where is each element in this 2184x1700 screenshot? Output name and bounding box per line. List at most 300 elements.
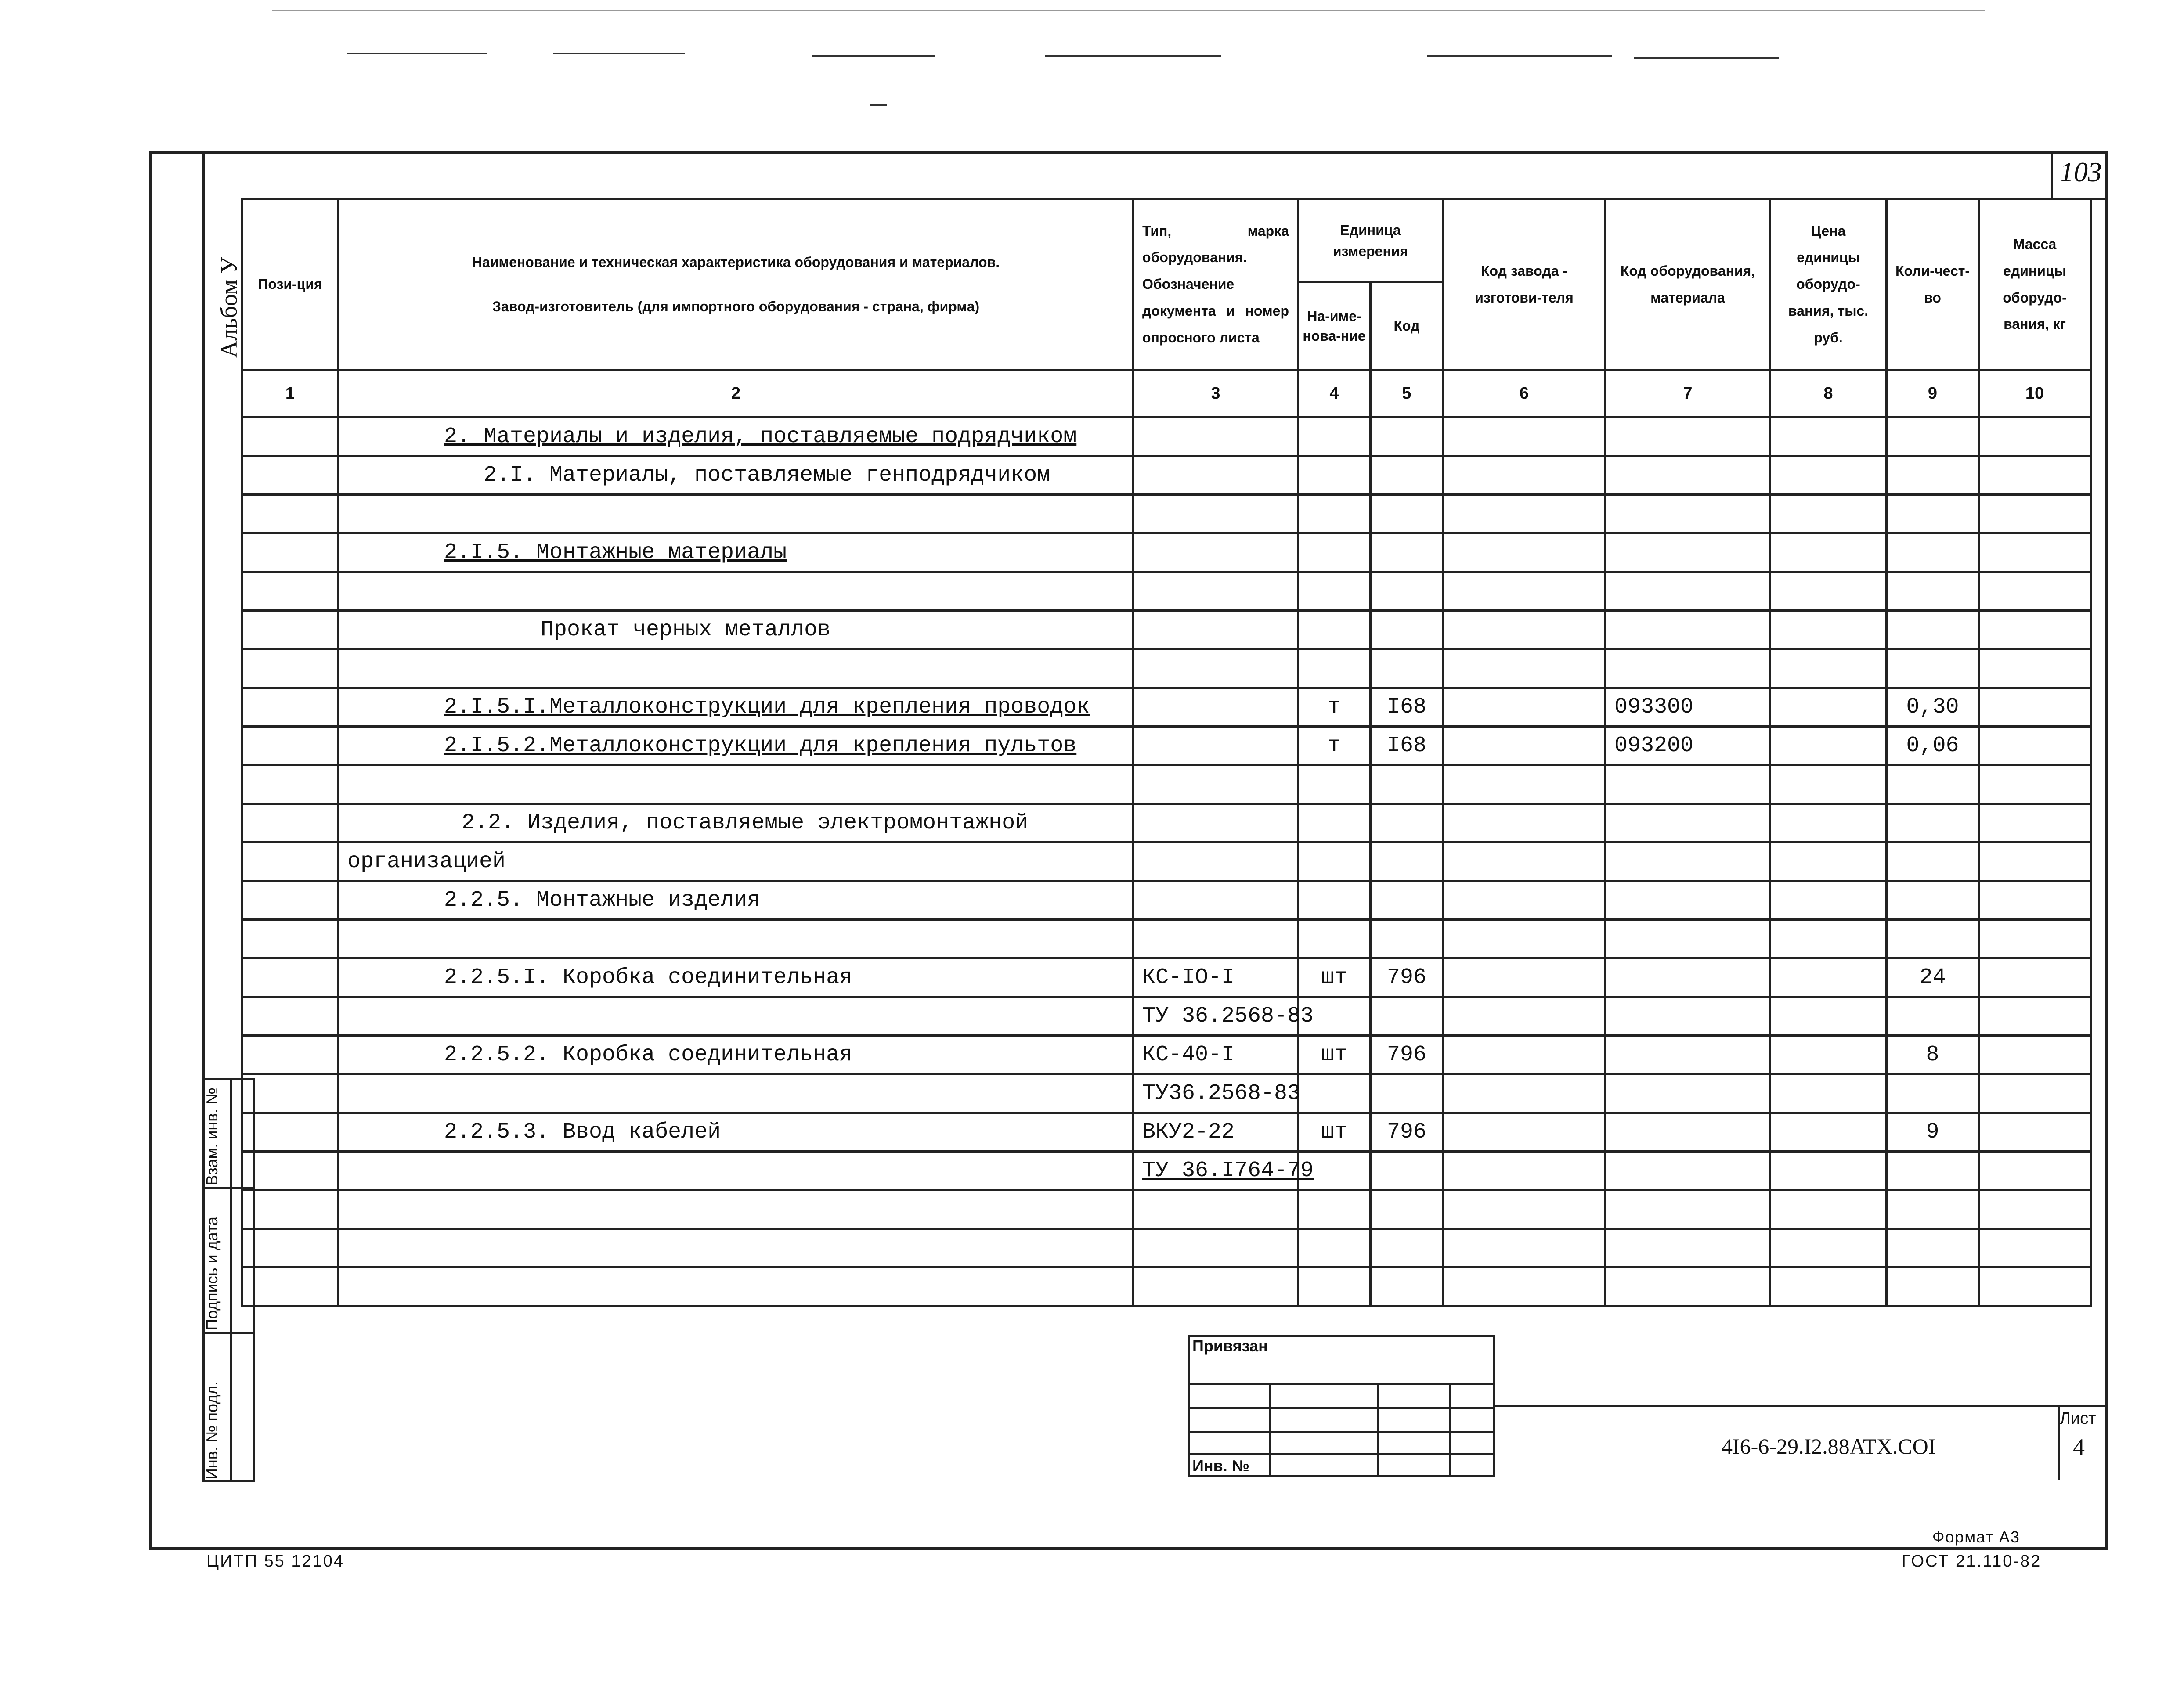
- cell-name: [339, 881, 1134, 920]
- cell-mass: [1979, 1036, 2091, 1074]
- cell-factory-code: [1443, 920, 1606, 958]
- cell-unit-name: [1298, 1229, 1371, 1268]
- cell-unit-name: [1298, 920, 1371, 958]
- cell-mass: [1979, 1190, 2091, 1229]
- cell-name: [339, 456, 1134, 495]
- cell-name: [339, 843, 1134, 881]
- cell-price: [1770, 765, 1887, 804]
- scan-mark: [1427, 55, 1612, 57]
- cell-type-text: ТУ 36.2568-83: [1142, 1004, 1314, 1029]
- cell-unit-code: [1371, 765, 1443, 804]
- cell-type-text: ТУ36.2568-83: [1142, 1081, 1301, 1106]
- cell-price: [1770, 958, 1887, 997]
- cell-position: [242, 688, 339, 727]
- cell-position: [242, 997, 339, 1036]
- cell-mass: [1979, 495, 2091, 533]
- cell-type: [1134, 611, 1298, 649]
- table-row: [242, 495, 2091, 533]
- cell-type: [1134, 456, 1298, 495]
- header-factory-code: Код завода - изготови-теля: [1443, 199, 1606, 370]
- cell-material-code: [1606, 611, 1770, 649]
- cell-type: [1134, 997, 1314, 1036]
- cell-material-code-text: 093200: [1614, 733, 1694, 758]
- cell-unit-name: [1298, 843, 1371, 881]
- cell-position: [242, 920, 339, 958]
- column-numbers-row: [242, 370, 2091, 418]
- cell-factory-code: [1443, 611, 1606, 649]
- cell-unit-name: [1298, 765, 1371, 804]
- document-code: 4I6-6-29.I2.88ATX.COI: [1722, 1434, 1936, 1459]
- cell-material-code: [1606, 456, 1770, 495]
- table-row: [242, 1268, 2091, 1306]
- cell-type: [1134, 1152, 1314, 1190]
- cell-unit-code: [1371, 1152, 1443, 1190]
- cell-unit-code: [1371, 997, 1443, 1036]
- stamp-vertical-divider: [230, 1080, 232, 1480]
- cell-type: [1134, 881, 1298, 920]
- cell-quantity: [1887, 881, 1979, 920]
- cell-price: [1770, 881, 1887, 920]
- cell-quantity: [1887, 727, 1979, 765]
- cell-position: [242, 456, 339, 495]
- cell-factory-code: [1443, 456, 1606, 495]
- cell-unit-name: [1298, 804, 1371, 843]
- header-quantity: Коли-чест-во: [1887, 199, 1979, 370]
- binding-inv-label: Инв. №: [1192, 1457, 1249, 1475]
- cell-name-text: организацией: [347, 849, 506, 874]
- cell-unit-name: [1298, 881, 1371, 920]
- cell-mass: [1979, 533, 2091, 572]
- table-row: [242, 958, 2091, 997]
- cell-unit-code: [1371, 495, 1443, 533]
- cell-factory-code: [1443, 1268, 1606, 1306]
- cell-price: [1770, 1074, 1887, 1113]
- cell-factory-code: [1443, 727, 1606, 765]
- header-name: [339, 199, 1134, 370]
- scan-mark: [553, 53, 685, 54]
- cell-factory-code: [1443, 572, 1606, 611]
- cell-mass: [1979, 688, 2091, 727]
- cell-quantity: [1887, 1113, 1979, 1152]
- cell-factory-code: [1443, 495, 1606, 533]
- cell-name-text: 2.2.5.2. Коробка соединительная: [444, 1042, 853, 1067]
- cell-quantity: [1887, 533, 1979, 572]
- cell-name: [339, 611, 1134, 649]
- cell-factory-code: [1443, 843, 1606, 881]
- cell-material-code: [1606, 1036, 1770, 1074]
- cell-material-code-text: 093300: [1614, 695, 1694, 720]
- cell-material-code: [1606, 495, 1770, 533]
- binding-vline: [1449, 1383, 1451, 1475]
- cell-name: [339, 1152, 1134, 1190]
- cell-name-text: 2.2.5. Монтажные изделия: [444, 888, 761, 913]
- cell-material-code: [1606, 1229, 1770, 1268]
- cell-material-code: [1606, 688, 1770, 727]
- cell-material-code: [1606, 533, 1770, 572]
- cell-quantity-text: 0,06: [1906, 733, 1959, 758]
- cell-position: [242, 1152, 339, 1190]
- cell-mass: [1979, 1152, 2091, 1190]
- cell-unit-name-text: шт: [1321, 1120, 1347, 1145]
- cell-type: [1134, 572, 1298, 611]
- cell-type: [1134, 727, 1298, 765]
- col-num: 2: [339, 370, 1134, 418]
- cell-type-text: КС-IO-I: [1142, 965, 1235, 990]
- col-num: 1: [242, 370, 339, 418]
- cell-quantity: [1887, 572, 1979, 611]
- cell-type: [1134, 533, 1298, 572]
- cell-material-code: [1606, 572, 1770, 611]
- binding-line: [1190, 1453, 1493, 1455]
- header-material-code: Код оборудования, материала: [1606, 199, 1770, 370]
- cell-position: [242, 843, 339, 881]
- cell-mass: [1979, 456, 2091, 495]
- cell-unit-code: [1371, 456, 1443, 495]
- cell-unit-name: [1298, 1113, 1371, 1152]
- table-row: [242, 649, 2091, 688]
- cell-name-text: 2.I.5.2.Металлоконструкции для крепления пультов: [444, 733, 1077, 758]
- cell-type: [1134, 1190, 1298, 1229]
- cell-name-text: 2.2.5.3. Ввод кабелей: [444, 1120, 721, 1145]
- cell-quantity: [1887, 1152, 1979, 1190]
- col-num: 5: [1371, 370, 1443, 418]
- cell-factory-code: [1443, 1229, 1606, 1268]
- cell-position: [242, 495, 339, 533]
- cell-quantity: [1887, 958, 1979, 997]
- cell-price: [1770, 804, 1887, 843]
- cell-mass: [1979, 1074, 2091, 1113]
- cell-position: [242, 1229, 339, 1268]
- cell-type: [1134, 1074, 1301, 1113]
- col-num: 3: [1134, 370, 1298, 418]
- cell-position: [242, 1190, 339, 1229]
- table-row: [242, 611, 2091, 649]
- cell-quantity: [1887, 456, 1979, 495]
- cell-type: [1134, 688, 1298, 727]
- cell-mass: [1979, 1229, 2091, 1268]
- cell-quantity: [1887, 1036, 1979, 1074]
- cell-material-code: [1606, 843, 1770, 881]
- cell-unit-name: [1298, 688, 1371, 727]
- cell-unit-code: [1371, 1074, 1443, 1113]
- scan-mark: [1045, 55, 1221, 57]
- binding-vline: [1377, 1383, 1379, 1475]
- cell-type: [1134, 958, 1298, 997]
- cell-unit-code: [1371, 572, 1443, 611]
- col-num: 4: [1298, 370, 1371, 418]
- cell-mass: [1979, 920, 2091, 958]
- cell-unit-name: [1298, 958, 1371, 997]
- cell-mass: [1979, 1268, 2091, 1306]
- table-row: [242, 1036, 2091, 1074]
- cell-unit-name-text: шт: [1321, 965, 1347, 990]
- cell-mass: [1979, 958, 2091, 997]
- stamp-podpis-data: Подпись и дата: [203, 1217, 221, 1330]
- cell-mass: [1979, 765, 2091, 804]
- table-row: [242, 920, 2091, 958]
- cell-material-code: [1606, 920, 1770, 958]
- title-block-line: [1495, 1405, 2058, 1407]
- cell-type: [1134, 1268, 1298, 1306]
- cell-material-code: [1606, 997, 1770, 1036]
- table-row: [242, 456, 2091, 495]
- cell-position: [242, 1268, 339, 1306]
- cell-unit-code-text: 796: [1386, 1120, 1426, 1145]
- header-unit-code: Код: [1371, 282, 1443, 370]
- table-row: [242, 881, 2091, 920]
- cell-price: [1770, 688, 1887, 727]
- table-row: [242, 533, 2091, 572]
- cell-name: [339, 1074, 1134, 1113]
- table-row: [242, 688, 2091, 727]
- cell-unit-code: [1371, 804, 1443, 843]
- cell-price: [1770, 572, 1887, 611]
- cell-quantity: [1887, 1074, 1979, 1113]
- cell-position: [242, 649, 339, 688]
- cell-name-text: 2. Материалы и изделия, поставляемые подрядчиком: [444, 424, 1077, 449]
- cell-unit-name: [1298, 572, 1371, 611]
- cell-factory-code: [1443, 649, 1606, 688]
- cell-unit-code: [1371, 649, 1443, 688]
- cell-name: [339, 804, 1134, 843]
- col-num: 7: [1606, 370, 1770, 418]
- cell-type: [1134, 418, 1298, 456]
- cell-mass: [1979, 418, 2091, 456]
- stamp-divider: [204, 1332, 253, 1334]
- cell-unit-code: [1371, 418, 1443, 456]
- table-row: [242, 1113, 2091, 1152]
- cell-factory-code: [1443, 1113, 1606, 1152]
- cell-price: [1770, 843, 1887, 881]
- cell-material-code: [1606, 1152, 1770, 1190]
- cell-mass: [1979, 843, 2091, 881]
- cell-material-code: [1606, 649, 1770, 688]
- cell-quantity-text: 9: [1926, 1120, 1939, 1145]
- cell-name: [339, 1036, 1134, 1074]
- cell-unit-name: [1298, 533, 1371, 572]
- header-name-line1: Наименование и техническая характеристика оборудования и материалов.: [472, 254, 1000, 270]
- cell-mass: [1979, 649, 2091, 688]
- cell-name: [339, 572, 1134, 611]
- binding-label: Привязан: [1192, 1337, 1268, 1355]
- cell-mass: [1979, 881, 2091, 920]
- specification-body: [242, 418, 2091, 1306]
- cell-unit-code: [1371, 1113, 1443, 1152]
- cell-name: [339, 688, 1134, 727]
- cell-price: [1770, 1152, 1887, 1190]
- cell-unit-code-text: I68: [1386, 733, 1426, 758]
- cell-price: [1770, 1268, 1887, 1306]
- cell-factory-code: [1443, 881, 1606, 920]
- cell-name-text: 2.I.5. Монтажные материалы: [444, 540, 787, 565]
- cell-unit-code: [1371, 727, 1443, 765]
- cell-position: [242, 881, 339, 920]
- table-row: [242, 418, 2091, 456]
- cell-material-code: [1606, 418, 1770, 456]
- cell-type-text: ТУ 36.I764-79: [1142, 1158, 1314, 1183]
- cell-unit-name: [1298, 611, 1371, 649]
- table-row: [242, 1152, 2091, 1190]
- cell-price: [1770, 920, 1887, 958]
- footer-format: Формат А3: [1932, 1528, 2020, 1546]
- cell-type: [1134, 920, 1298, 958]
- cell-unit-name-text: т: [1327, 733, 1341, 758]
- cell-name-text: 2.I.5.I.Металлоконструкции для крепления проводок: [444, 695, 1090, 720]
- table-row: [242, 1229, 2091, 1268]
- cell-quantity: [1887, 1268, 1979, 1306]
- cell-quantity: [1887, 495, 1979, 533]
- header-mass: Масса единицы оборудо-вания, кг: [1979, 199, 2091, 370]
- table-row: [242, 804, 2091, 843]
- cell-unit-code: [1371, 958, 1443, 997]
- cell-unit-name: [1298, 1074, 1371, 1113]
- cell-name: [339, 997, 1134, 1036]
- cell-position: [242, 1036, 339, 1074]
- cell-unit-code: [1371, 533, 1443, 572]
- cell-price: [1770, 418, 1887, 456]
- cell-price: [1770, 456, 1887, 495]
- album-label: Альбом У: [216, 257, 242, 358]
- cell-type-text: ВКУ2-22: [1142, 1120, 1235, 1145]
- cell-position: [242, 958, 339, 997]
- scan-mark: [347, 53, 487, 54]
- cell-unit-name-text: т: [1327, 695, 1341, 720]
- cell-name: [339, 649, 1134, 688]
- cell-name: [339, 1190, 1134, 1229]
- cell-name-text: Прокат черных металлов: [541, 617, 831, 642]
- cell-price: [1770, 1113, 1887, 1152]
- cell-mass: [1979, 804, 2091, 843]
- cell-name-text: 2.2.5.I. Коробка соединительная: [444, 965, 853, 990]
- cell-position: [242, 804, 339, 843]
- cell-quantity: [1887, 920, 1979, 958]
- cell-quantity: [1887, 649, 1979, 688]
- cell-factory-code: [1443, 1190, 1606, 1229]
- cell-factory-code: [1443, 688, 1606, 727]
- col-num: 6: [1443, 370, 1606, 418]
- cell-name: [339, 958, 1134, 997]
- cell-position: [242, 765, 339, 804]
- cell-factory-code: [1443, 804, 1606, 843]
- cell-unit-code: [1371, 611, 1443, 649]
- cell-name: [339, 1229, 1134, 1268]
- binding-line: [1190, 1431, 1493, 1433]
- cell-name: [339, 727, 1134, 765]
- cell-price: [1770, 727, 1887, 765]
- cell-factory-code: [1443, 765, 1606, 804]
- scan-mark: [1634, 57, 1779, 59]
- cell-unit-name: [1298, 1268, 1371, 1306]
- cell-position: [242, 418, 339, 456]
- cell-quantity-text: 0,30: [1906, 695, 1959, 720]
- cell-material-code: [1606, 765, 1770, 804]
- cell-unit-code: [1371, 1268, 1443, 1306]
- cell-type: [1134, 843, 1298, 881]
- cell-price: [1770, 649, 1887, 688]
- scan-mark: [812, 55, 935, 57]
- cell-unit-name: [1298, 495, 1371, 533]
- col-num: 8: [1770, 370, 1887, 418]
- cell-mass: [1979, 572, 2091, 611]
- cell-unit-code: [1371, 881, 1443, 920]
- cell-quantity: [1887, 843, 1979, 881]
- cell-unit-name: [1298, 727, 1371, 765]
- cell-unit-code: [1371, 1190, 1443, 1229]
- sheet-label: Лист: [2060, 1409, 2096, 1428]
- cell-type: [1134, 804, 1298, 843]
- cell-name: [339, 1268, 1134, 1306]
- cell-name: [339, 920, 1134, 958]
- header-row-1: [242, 199, 2091, 282]
- cell-position: [242, 1074, 339, 1113]
- cell-factory-code: [1443, 1152, 1606, 1190]
- col-num: 10: [1979, 370, 2091, 418]
- stamp-vzam-inv: Взам. инв. №: [203, 1087, 221, 1185]
- binding-vline: [1269, 1383, 1271, 1475]
- cell-unit-code: [1371, 1036, 1443, 1074]
- cell-factory-code: [1443, 533, 1606, 572]
- cell-factory-code: [1443, 1036, 1606, 1074]
- cell-mass: [1979, 1113, 2091, 1152]
- table-row: [242, 843, 2091, 881]
- cell-material-code: [1606, 958, 1770, 997]
- table-row: [242, 727, 2091, 765]
- sheet-number: 4: [2073, 1434, 2085, 1460]
- cell-quantity: [1887, 765, 1979, 804]
- cell-name: [339, 1113, 1134, 1152]
- cell-name-text: 2.2. Изделия, поставляемые электромонтажной: [462, 810, 1029, 836]
- cell-type: [1134, 765, 1298, 804]
- cell-quantity-text: 24: [1919, 965, 1946, 990]
- cell-material-code: [1606, 1074, 1770, 1113]
- col-num: 9: [1887, 370, 1979, 418]
- header-type: Тип, марка оборудования. Обозначение документа и номер опросного листа: [1134, 199, 1298, 370]
- cell-position: [242, 1113, 339, 1152]
- cell-price: [1770, 1229, 1887, 1268]
- cell-name-text: 2.I. Материалы, поставляемые генподрядчиком: [484, 463, 1050, 488]
- cell-material-code: [1606, 881, 1770, 920]
- cell-type: [1134, 495, 1298, 533]
- cell-position: [242, 533, 339, 572]
- binding-line: [1190, 1383, 1493, 1385]
- cell-type: [1134, 1036, 1298, 1074]
- cell-quantity: [1887, 1190, 1979, 1229]
- cell-quantity: [1887, 1229, 1979, 1268]
- cell-unit-name: [1298, 649, 1371, 688]
- cell-type-text: КС-40-I: [1142, 1042, 1235, 1067]
- cell-quantity-text: 8: [1926, 1042, 1939, 1067]
- header-unit: Единица измерения: [1298, 199, 1443, 282]
- cell-mass: [1979, 997, 2091, 1036]
- cell-price: [1770, 1036, 1887, 1074]
- cell-quantity: [1887, 804, 1979, 843]
- cell-unit-code: [1371, 920, 1443, 958]
- cell-price: [1770, 495, 1887, 533]
- cell-unit-code: [1371, 1229, 1443, 1268]
- cell-factory-code: [1443, 418, 1606, 456]
- cell-unit-name-text: шт: [1321, 1042, 1347, 1067]
- cell-unit-code-text: 796: [1386, 1042, 1426, 1067]
- table-row: [242, 572, 2091, 611]
- cell-quantity: [1887, 418, 1979, 456]
- cell-factory-code: [1443, 1074, 1606, 1113]
- cell-type: [1134, 1229, 1298, 1268]
- cell-unit-name: [1298, 418, 1371, 456]
- table-row: [242, 1074, 2091, 1113]
- cell-price: [1770, 611, 1887, 649]
- cell-name: [339, 495, 1134, 533]
- cell-mass: [1979, 611, 2091, 649]
